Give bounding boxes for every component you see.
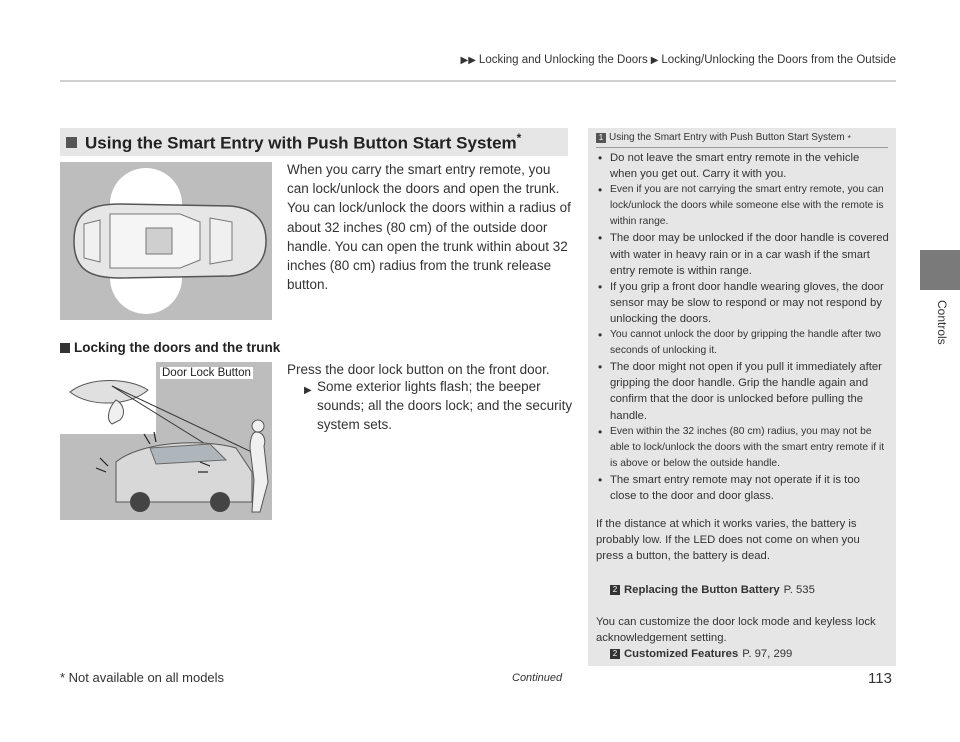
footnote: * Not available on all models [60,670,225,685]
cross-reference-customized-features[interactable]: 2 Customized Features P. 97, 299 [596,646,902,662]
cross-reference-battery[interactable]: 2 Replacing the Button Battery P. 535 [596,582,902,598]
result-arrow-icon: ▶ [304,385,312,396]
list-item: • Even if you are not carrying the smart entry remote, you can lock/unlock the doors while someone else with the remote is within range. [596,182,889,230]
customize-note: You can customize the door lock mode and keyless lock acknowledgement setting. [596,616,876,645]
note-number-icon: 1 [596,133,606,143]
sidebar-divider [596,147,888,148]
list-item: • The door may be unlocked if the door handle is covered with water in heavy rain or in a car wash if the smart entry remote is within range. [596,230,889,278]
breadcrumb [461,54,896,66]
list-item: • The door might not open if you pull it immediately after gripping the door handle. Grip the handle again and confirm that the door is unlocked before pulling the handle. [596,359,889,423]
battery-note: If the distance at which it works varies, the battery is probably low. If the LED does not come on when you press a button, the battery is dead. [596,518,860,563]
reference-icon: 2 [610,649,620,659]
result-text: ▶ Some exterior lights flash; the beeper sounds; all the doors lock; and the security system sets. [304,379,573,433]
list-item: • If you grip a front door handle wearing gloves, the door sensor may be slow to respond or may not respond by unlocking the doors. [596,279,889,327]
smart-entry-range-illustration [60,162,272,320]
square-bullet-icon [66,137,77,148]
subsection-title: Locking the doors and the trunk [74,340,281,355]
arrow-icon: ▶ [650,54,659,66]
chapter-tab-label[interactable]: Controls [935,300,949,345]
list-item: • You cannot unlock the door by gripping the handle after two seconds of unlocking it. [596,327,889,359]
continued-label: Continued [512,672,563,684]
breadcrumb-item-2[interactable]: Locking/Unlocking the Doors from the Outside [661,54,896,66]
section-header [60,128,568,156]
sidebar-title: 1 Using the Smart Entry with Push Button Start System * [596,132,851,143]
intro-paragraph: When you carry the smart entry remote, you can lock/unlock the doors and open the trunk. You can lock/unlock the doors within a radius of about 32 inches (80 cm) of the outside door handle. You can open the trunk within about 32 inches (80 cm) radius from the trunk release button. [287,162,571,293]
chapter-tab-marker [920,250,960,290]
breadcrumb-item-1[interactable]: Locking and Unlocking the Doors [478,54,648,66]
reference-icon: 2 [610,585,620,595]
square-bullet-icon [60,343,70,353]
instruction-text: Press the door lock button on the front door. [287,362,550,377]
list-item: • Do not leave the smart entry remote in the vehicle when you get out. Carry it with you. [596,150,889,182]
section-title: Using the Smart Entry with Push Button Start System* [85,130,522,153]
sidebar-notes [588,128,896,666]
subsection-heading [60,340,280,355]
list-item: • Even within the 32 inches (80 cm) radius, you may not be able to lock/unlock the doors with the smart entry remote if it is above or below the outside handle. [596,424,889,472]
door-lock-button-illustration [60,362,272,520]
figure-label-door-lock-button: Door Lock Button [162,367,251,379]
sidebar-bullet-list [596,150,889,504]
double-arrow-icon: ▶▶ [460,54,476,66]
header-divider [60,80,896,82]
list-item: • The smart entry remote may not operate if it is too close to the door and door glass. [596,472,889,504]
page-number: 113 [868,670,892,687]
